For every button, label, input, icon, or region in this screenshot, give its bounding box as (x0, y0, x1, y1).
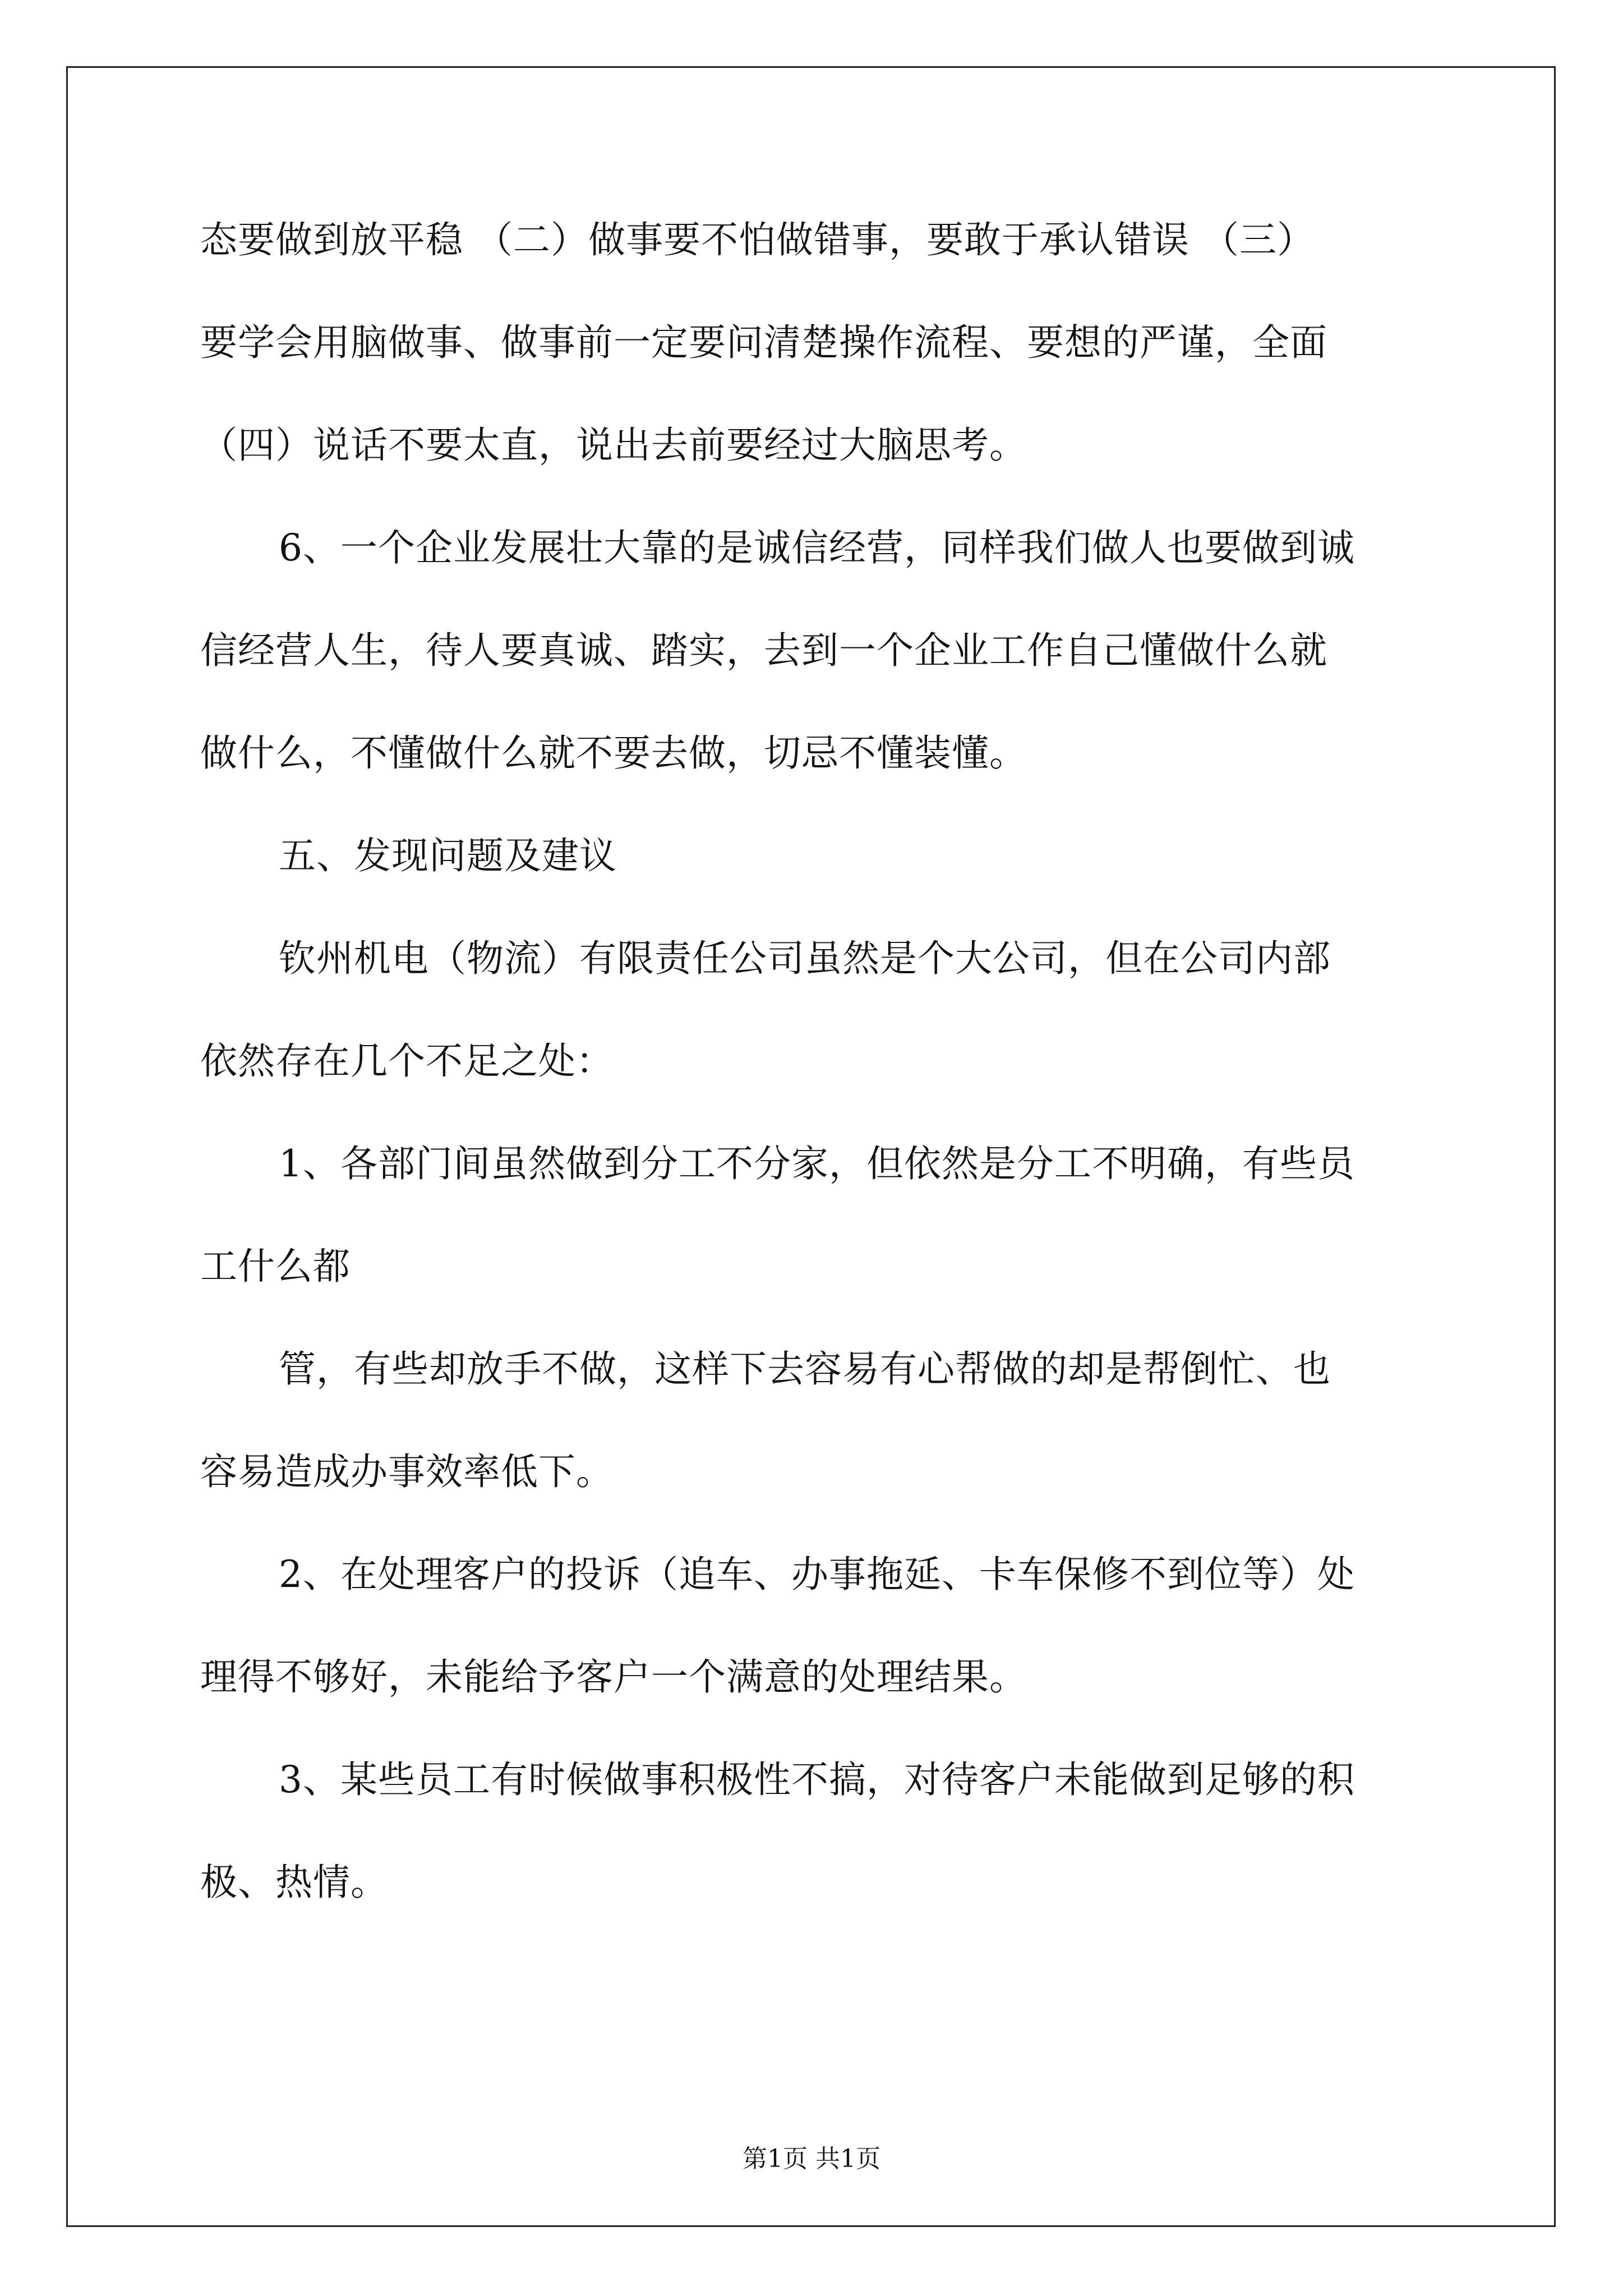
text-line: 2、在处理客户的投诉（追车、办事拖延、卡车保修不到位等）处 (279, 1553, 1355, 1596)
text-line: 容易造成办事效率低下。 (200, 1450, 614, 1493)
text-line: 信经营人生，待人要真诚、踏实，去到一个企业工作自己懂做什么就 (200, 629, 1327, 672)
text-line: 3、某些员工有时候做事积极性不搞，对待客户未能做到足够的积 (279, 1758, 1355, 1801)
text-line: 依然存在几个不足之处： (200, 1039, 614, 1083)
text-line: 极、热情。 (200, 1861, 388, 1904)
text-line: 做什么，不懂做什么就不要去做，切忌不懂装懂。 (200, 731, 1027, 775)
text-line: 1、各部门间虽然做到分工不分家，但依然是分工不明确，有些员 (279, 1142, 1355, 1185)
text-line: （四）说话不要太直，说出去前要经过大脑思考。 (200, 424, 1027, 467)
text-line: 6、一个企业发展壮大靠的是诚信经营，同样我们做人也要做到诚 (279, 526, 1355, 569)
text-line: 钦州机电（物流）有限责任公司虽然是个大公司，但在公司内部 (279, 937, 1331, 980)
text-line: 工什么都 (200, 1245, 351, 1288)
page-number-footer: 第1页 共1页 (743, 2145, 880, 2173)
text-line: 要学会用脑做事、做事前一定要问清楚操作流程、要想的严谨，全面 (200, 321, 1327, 364)
section-heading: 五、发现问题及建议 (279, 834, 617, 877)
text-line: 态要做到放平稳 （二）做事要不怕做错事，要敢于承认错误 （三） (200, 218, 1315, 261)
text-line: 理得不够好，未能给予客户一个满意的处理结果。 (200, 1655, 1027, 1699)
text-line: 管，有些却放手不做，这样下去容易有心帮做的却是帮倒忙、也 (279, 1347, 1331, 1391)
